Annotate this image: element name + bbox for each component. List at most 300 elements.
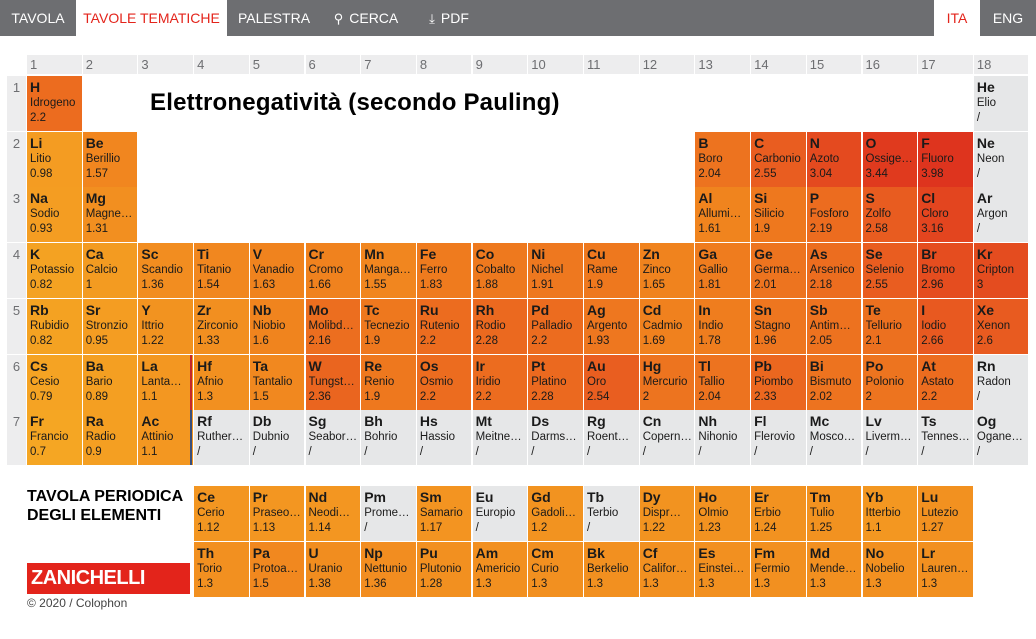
group-header-9: 9: [473, 55, 528, 74]
element-pa[interactable]: [250, 542, 305, 597]
electronegativity-value: 1.13: [252, 522, 276, 534]
element-pm[interactable]: [361, 486, 416, 541]
element-symbol: B: [698, 135, 709, 151]
element-name: Calcio: [85, 264, 118, 276]
electronegativity-value: 2.02: [809, 391, 833, 403]
element-hs[interactable]: [417, 410, 472, 465]
element-name: Nettunio: [364, 563, 408, 575]
element-name: Neon: [976, 153, 1005, 165]
electronegativity-value: /: [308, 446, 312, 458]
period-header-7: 7: [7, 410, 26, 465]
element-name: Tellurio: [865, 320, 902, 332]
element-md[interactable]: [807, 542, 862, 597]
electronegativity-value: 1.33: [197, 335, 220, 347]
element-symbol: S: [865, 190, 875, 206]
element-lv[interactable]: [863, 410, 918, 465]
element-cr[interactable]: [306, 243, 361, 298]
element-sg[interactable]: [306, 410, 361, 465]
element-name: Renio: [364, 376, 395, 388]
element-symbol: Es: [698, 545, 716, 561]
electronegativity-value: 3: [976, 279, 984, 291]
element-name: Protoa…: [252, 563, 299, 575]
element-symbol: Ba: [85, 358, 104, 374]
element-symbol: Fr: [30, 413, 44, 429]
group-header-15: 15: [807, 55, 862, 74]
element-pd[interactable]: [528, 299, 583, 354]
electronegativity-value: /: [475, 446, 479, 458]
nav-palestra[interactable]: [227, 0, 321, 36]
element-mg[interactable]: [83, 187, 138, 242]
element-mt[interactable]: [473, 410, 528, 465]
language-ita[interactable]: ITA: [934, 0, 980, 36]
element-eu[interactable]: [473, 486, 528, 541]
element-au[interactable]: [584, 355, 639, 410]
element-tc[interactable]: [361, 299, 416, 354]
group-header-12: 12: [640, 55, 695, 74]
electronegativity-value: 3.04: [809, 168, 833, 180]
element-ti[interactable]: [194, 243, 249, 298]
element-br[interactable]: [918, 243, 973, 298]
element-hf[interactable]: [194, 355, 249, 410]
element-name: Argento: [587, 320, 628, 332]
element-symbol: Sb: [809, 302, 828, 318]
electronegativity-value: 2.28: [531, 391, 554, 403]
electronegativity-value: 2: [642, 391, 650, 403]
element-be[interactable]: [83, 132, 138, 187]
element-symbol: Nh: [698, 413, 718, 429]
element-name: Torio: [197, 563, 223, 575]
element-ir[interactable]: [473, 355, 528, 410]
electronegativity-value: 3.98: [921, 168, 944, 180]
electronegativity-value: 1.9: [364, 391, 381, 403]
element-ta[interactable]: [250, 355, 305, 410]
period-header-3: 3: [7, 187, 26, 242]
element-tl[interactable]: [695, 355, 750, 410]
element-symbol: Rb: [30, 302, 49, 318]
element-er[interactable]: [751, 486, 806, 541]
element-am[interactable]: [473, 542, 528, 597]
element-name: Cobalto: [475, 264, 516, 276]
group-header-2: 2: [83, 55, 138, 74]
element-ca[interactable]: [83, 243, 138, 298]
nav-pdf[interactable]: [411, 0, 487, 36]
element-symbol: No: [865, 545, 885, 561]
element-name: Zinco: [642, 264, 671, 276]
element-symbol: Lu: [921, 489, 939, 505]
element-name: Bismuto: [809, 376, 852, 388]
electronegativity-value: 1.9: [364, 335, 381, 347]
element-name: Cromo: [308, 264, 344, 276]
element-rg[interactable]: [584, 410, 639, 465]
element-nb[interactable]: [250, 299, 305, 354]
period-header-2: 2: [7, 132, 26, 187]
element-name: Niobio: [252, 320, 286, 332]
period-header-6: 6: [7, 355, 26, 410]
element-name: Astato: [921, 376, 954, 388]
element-zr[interactable]: [194, 299, 249, 354]
element-symbol: Si: [754, 190, 768, 206]
element-te[interactable]: [863, 299, 918, 354]
element-bi[interactable]: [807, 355, 862, 410]
element-se[interactable]: [863, 243, 918, 298]
element-symbol: Pb: [754, 358, 772, 374]
element-sm[interactable]: [417, 486, 472, 541]
element-name: Litio: [30, 153, 52, 165]
element-name: Stronzio: [85, 320, 128, 332]
electronegativity-value: 1.3: [809, 578, 826, 590]
element-name: Boro: [698, 153, 723, 165]
element-name: Vanadio: [252, 264, 295, 276]
element-name: Oro: [587, 376, 607, 388]
electronegativity-value: 2.2: [419, 335, 436, 347]
element-sb[interactable]: [807, 299, 862, 354]
element-cl[interactable]: [918, 187, 973, 242]
electronegativity-value: /: [809, 446, 813, 458]
nav-label: CERCA: [349, 10, 399, 26]
electronegativity-value: 2.66: [921, 335, 944, 347]
element-name: Germa…: [754, 264, 801, 276]
element-al[interactable]: [695, 187, 750, 242]
copyright-colophon-link[interactable]: © 2020 / Colophon: [27, 596, 128, 610]
electronegativity-value: 1.3: [475, 578, 492, 590]
element-ra[interactable]: [83, 410, 138, 465]
element-mn[interactable]: [361, 243, 416, 298]
element-si[interactable]: [751, 187, 806, 242]
element-name: Ossige…: [865, 153, 913, 165]
element-name: Iodio: [921, 320, 947, 332]
electronegativity-value: 2.19: [809, 223, 833, 235]
electronegativity-value: 1.3: [642, 578, 659, 590]
element-name: Mende…: [809, 563, 857, 575]
element-ts[interactable]: [918, 410, 973, 465]
element-sc[interactable]: [138, 243, 193, 298]
element-symbol: Cu: [587, 246, 606, 262]
element-symbol: Mn: [364, 246, 385, 262]
element-ag[interactable]: [584, 299, 639, 354]
element-db[interactable]: [250, 410, 305, 465]
element-symbol: Tc: [364, 302, 380, 318]
element-symbol: Ce: [197, 489, 215, 505]
electronegativity-value: 2.2: [30, 112, 46, 124]
element-symbol: Er: [754, 489, 769, 505]
element-mc[interactable]: [807, 410, 862, 465]
element-y[interactable]: [138, 299, 193, 354]
element-symbol: K: [30, 246, 41, 262]
electronegativity-value: 3.44: [865, 168, 888, 180]
element-np[interactable]: [361, 542, 416, 597]
element-v[interactable]: [250, 243, 305, 298]
element-lr[interactable]: [918, 542, 973, 597]
electronegativity-value: 1.5: [252, 391, 269, 403]
element-cm[interactable]: [528, 542, 583, 597]
element-th[interactable]: [194, 542, 249, 597]
element-po[interactable]: [863, 355, 918, 410]
element-ar[interactable]: [974, 187, 1029, 242]
electronegativity-value: 1.3: [754, 578, 771, 590]
element-symbol: Sc: [141, 246, 159, 262]
element-symbol: Sm: [419, 489, 442, 505]
electronegativity-value: 1.3: [921, 578, 938, 590]
element-name: Silicio: [754, 208, 785, 220]
element-symbol: U: [308, 545, 319, 561]
element-symbol: Eu: [475, 489, 494, 505]
element-name: Copern…: [642, 431, 692, 443]
element-og[interactable]: [974, 410, 1029, 465]
element-b[interactable]: [695, 132, 750, 187]
element-symbol: Be: [85, 135, 104, 151]
element-symbol: Am: [475, 545, 499, 561]
period-header-1: 1: [7, 76, 26, 131]
nav-label: PALESTRA: [237, 10, 311, 26]
element-name: Rame: [587, 264, 618, 276]
nav-tavola[interactable]: [0, 0, 76, 36]
element-name: Mosco…: [809, 431, 856, 443]
element-cu[interactable]: [584, 243, 639, 298]
element-xe[interactable]: [974, 299, 1029, 354]
element-name: Fermio: [754, 563, 790, 575]
zanichelli-logo[interactable]: ZANICHELLI: [27, 563, 190, 594]
element-name: Neodi…: [308, 507, 351, 519]
element-kr[interactable]: [974, 243, 1029, 298]
search-icon: ⚲: [333, 11, 344, 26]
element-dy[interactable]: [640, 486, 695, 541]
electronegativity-value: 2.16: [308, 335, 331, 347]
element-name: Itterbio: [865, 507, 901, 519]
element-name: Allumi…: [698, 208, 742, 220]
element-i[interactable]: [918, 299, 973, 354]
element-na[interactable]: [27, 187, 82, 242]
element-name: Fluoro: [921, 153, 954, 165]
element-name: Radon: [976, 376, 1011, 388]
element-nd[interactable]: [306, 486, 361, 541]
element-li[interactable]: [27, 132, 82, 187]
element-rh[interactable]: [473, 299, 528, 354]
element-symbol: In: [698, 302, 711, 318]
element-name: Tungst…: [308, 376, 355, 388]
element-co[interactable]: [473, 243, 528, 298]
language-eng[interactable]: ENG: [992, 10, 1024, 26]
element-name: Tennes…: [921, 431, 970, 443]
element-symbol: Ds: [531, 413, 550, 429]
electronegativity-value: 1.96: [754, 335, 777, 347]
element-symbol: C: [754, 135, 765, 151]
element-fe[interactable]: [417, 243, 472, 298]
element-name: Ferro: [419, 264, 448, 276]
element-ac[interactable]: [138, 410, 193, 465]
element-fl[interactable]: [751, 410, 806, 465]
element-symbol: Mc: [809, 413, 830, 429]
electronegativity-value: 2.55: [754, 168, 777, 180]
element-as[interactable]: [807, 243, 862, 298]
element-name: Hassio: [419, 431, 456, 443]
element-name: Dispr…: [642, 507, 682, 519]
element-ds[interactable]: [528, 410, 583, 465]
element-ni[interactable]: [528, 243, 583, 298]
element-symbol: Te: [865, 302, 881, 318]
element-name: Seabor…: [308, 431, 358, 443]
element-mo[interactable]: [306, 299, 361, 354]
group-header-14: 14: [751, 55, 806, 74]
element-sr[interactable]: [83, 299, 138, 354]
element-cs[interactable]: [27, 355, 82, 410]
element-symbol: Ag: [587, 302, 606, 318]
element-in[interactable]: [695, 299, 750, 354]
element-re[interactable]: [361, 355, 416, 410]
element-name: Osmio: [419, 376, 454, 388]
element-symbol: Ta: [252, 358, 269, 374]
element-name: Darms…: [531, 431, 577, 443]
nav-tavole-tematiche[interactable]: [76, 0, 227, 36]
element-name: Flerovio: [754, 431, 795, 443]
element-cf[interactable]: [640, 542, 695, 597]
element-at[interactable]: [918, 355, 973, 410]
element-name: Argon: [976, 208, 1008, 220]
element-fr[interactable]: [27, 410, 82, 465]
electronegativity-value: 1.88: [475, 279, 498, 291]
element-symbol: He: [976, 79, 995, 95]
electronegativity-value: 1.61: [698, 223, 721, 235]
element-symbol: As: [809, 246, 828, 262]
element-name: Zirconio: [197, 320, 238, 332]
element-p[interactable]: [807, 187, 862, 242]
top-navigation-bar: [0, 0, 1036, 36]
element-ba[interactable]: [83, 355, 138, 410]
element-name: Cloro: [921, 208, 949, 220]
element-yb[interactable]: [863, 486, 918, 541]
element-symbol: Lr: [921, 545, 936, 561]
element-ga[interactable]: [695, 243, 750, 298]
element-hg[interactable]: [640, 355, 695, 410]
nav-label: PDF: [440, 10, 469, 26]
element-s[interactable]: [863, 187, 918, 242]
electronegativity-value: /: [252, 446, 256, 458]
element-pb[interactable]: [751, 355, 806, 410]
electronegativity-value: /: [976, 446, 981, 458]
element-o[interactable]: [863, 132, 918, 187]
element-symbol: Pu: [419, 545, 438, 561]
element-tb[interactable]: [584, 486, 639, 541]
electronegativity-value: /: [698, 446, 702, 458]
element-name: Molibd…: [308, 320, 354, 332]
element-ge[interactable]: [751, 243, 806, 298]
electronegativity-value: 1.91: [531, 279, 554, 291]
element-sn[interactable]: [751, 299, 806, 354]
element-name: Elio: [976, 97, 997, 109]
element-name: Stagno: [754, 320, 791, 332]
electronegativity-value: 1.3: [865, 578, 882, 590]
element-symbol: Th: [197, 545, 215, 561]
element-cn[interactable]: [640, 410, 695, 465]
element-tm[interactable]: [807, 486, 862, 541]
electronegativity-value: 1.22: [642, 522, 666, 534]
electronegativity-value: 1.25: [809, 522, 833, 534]
element-gd[interactable]: [528, 486, 583, 541]
element-name: Mercurio: [642, 376, 688, 388]
page-title: Elettronegatività (secondo Pauling): [150, 89, 560, 116]
electronegativity-value: /: [921, 446, 925, 458]
element-pr[interactable]: [250, 486, 305, 541]
element-bk[interactable]: [584, 542, 639, 597]
electronegativity-value: 1: [85, 279, 93, 291]
element-symbol: Se: [865, 246, 883, 262]
element-name: Lutezio: [921, 507, 959, 519]
element-rb[interactable]: [27, 299, 82, 354]
element-pu[interactable]: [417, 542, 472, 597]
element-he[interactable]: [974, 76, 1029, 131]
electronegativity-value: 1.17: [419, 522, 443, 534]
electronegativity-value: /: [587, 446, 591, 458]
element-name: Cesio: [30, 376, 60, 388]
element-c[interactable]: [751, 132, 806, 187]
nav-cerca[interactable]: [321, 0, 411, 36]
element-name: Tallio: [698, 376, 725, 388]
element-rf[interactable]: [194, 410, 249, 465]
element-symbol: Bk: [587, 545, 605, 561]
element-rn[interactable]: [974, 355, 1029, 410]
element-no[interactable]: [863, 542, 918, 597]
element-name: Attinio: [141, 431, 174, 443]
element-k[interactable]: [27, 243, 82, 298]
element-f[interactable]: [918, 132, 973, 187]
electronegativity-value: 2.6: [976, 335, 993, 347]
electronegativity-value: 1.93: [587, 335, 610, 347]
element-es[interactable]: [695, 542, 750, 597]
element-ho[interactable]: [695, 486, 750, 541]
element-name: Xenon: [976, 320, 1011, 332]
element-name: Sodio: [30, 208, 60, 220]
element-symbol: Yb: [865, 489, 884, 505]
element-la[interactable]: [138, 355, 193, 410]
electronegativity-value: 1.1: [865, 522, 882, 534]
element-ru[interactable]: [417, 299, 472, 354]
element-symbol: Gd: [531, 489, 551, 505]
element-symbol: Ra: [85, 413, 104, 429]
element-symbol: Fl: [754, 413, 767, 429]
element-symbol: W: [308, 358, 322, 374]
element-symbol: Mt: [475, 413, 492, 429]
element-bh[interactable]: [361, 410, 416, 465]
element-ne[interactable]: [974, 132, 1029, 187]
element-lu[interactable]: [918, 486, 973, 541]
group-header-17: 17: [918, 55, 973, 74]
element-cd[interactable]: [640, 299, 695, 354]
element-name: Praseo…: [252, 507, 301, 519]
electronegativity-value: 1.1: [141, 446, 158, 458]
element-symbol: Md: [809, 545, 831, 561]
element-pt[interactable]: [528, 355, 583, 410]
element-name: Bromo: [921, 264, 956, 276]
element-symbol: At: [921, 358, 936, 374]
element-h[interactable]: [27, 76, 82, 131]
group-header-7: 7: [361, 55, 416, 74]
electronegativity-value: 2.96: [921, 279, 944, 291]
element-w[interactable]: [306, 355, 361, 410]
element-n[interactable]: [807, 132, 862, 187]
group-header-1: 1: [27, 55, 82, 74]
element-os[interactable]: [417, 355, 472, 410]
element-symbol: Ru: [419, 302, 439, 318]
element-name: Ogane…: [976, 431, 1023, 443]
electronegativity-value: 1.6: [252, 335, 269, 347]
element-zn[interactable]: [640, 243, 695, 298]
electronegativity-value: 2.2: [531, 335, 548, 347]
element-fm[interactable]: [751, 542, 806, 597]
element-u[interactable]: [306, 542, 361, 597]
element-ce[interactable]: [194, 486, 249, 541]
element-nh[interactable]: [695, 410, 750, 465]
element-symbol: Cm: [531, 545, 554, 561]
electronegativity-value: 2.04: [698, 391, 721, 403]
